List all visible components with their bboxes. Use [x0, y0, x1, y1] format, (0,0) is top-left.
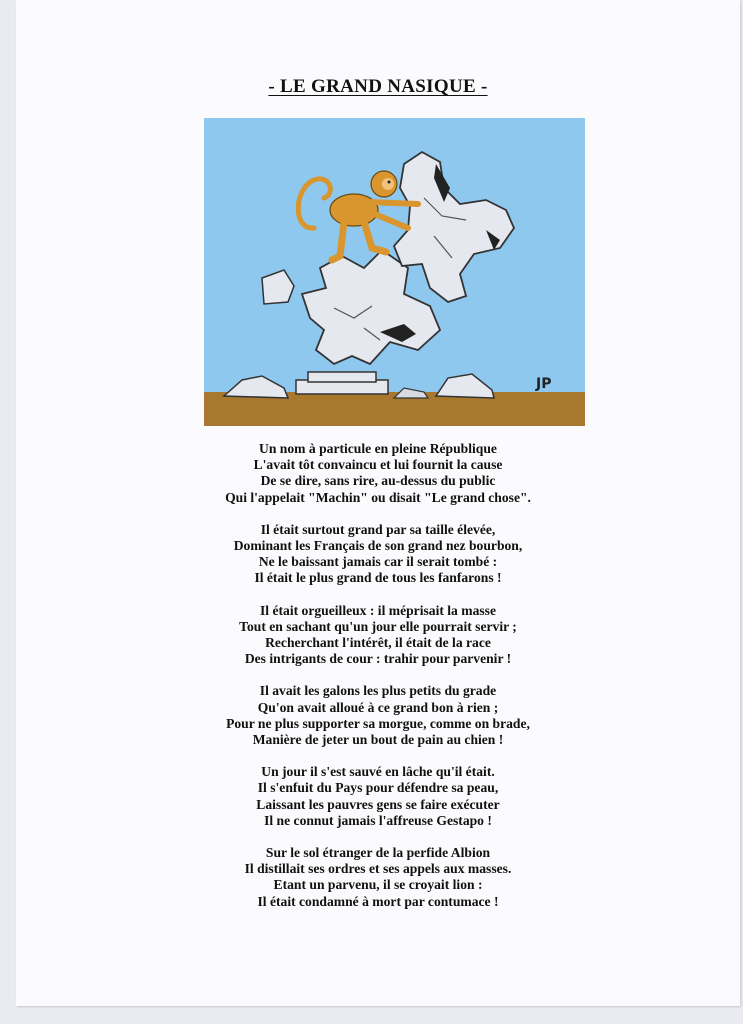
poem-line: Il ne connut jamais l'affreuse Gestapo ! [264, 812, 492, 828]
poem-line: De se dire, sans rire, au-dessus du public [260, 473, 496, 489]
poem-line: Manière de jeter un bout de pain au chien ! [252, 732, 504, 748]
poem-line: Des intrigants de cour : trahir pour parvenir ! [244, 651, 512, 667]
poem-line: Il distillait ses ordres et ses appels aux masses. [244, 861, 512, 877]
poem-line: Il était surtout grand par sa taille élevée, [260, 521, 496, 537]
poem-line: Sur le sol étranger de la perfide Albion [265, 845, 491, 861]
poem-line: Etant un parvenu, il se croyait lion : [273, 877, 483, 893]
stanza [16, 683, 740, 748]
document-page [16, 0, 740, 1006]
poem-line: Un jour il s'est sauvé en lâche qu'il était. [261, 764, 495, 780]
poem-line: Il s'enfuit du Pays pour défendre sa peau, [257, 780, 499, 796]
poem-line: Ne le baissant jamais car il serait tombé : [258, 554, 498, 570]
poem-title-text: - LE GRAND NASIQUE - [268, 76, 488, 97]
stanza [16, 441, 740, 506]
poem-line: Il était le plus grand de tous les fanfarons ! [254, 570, 502, 586]
poem-body [16, 441, 740, 926]
poem-line: Qui l'appelait "Machin" ou disait "Le grand chose". [225, 489, 531, 505]
monkey-on-broken-cross-icon [204, 118, 585, 426]
poem-title [16, 76, 740, 98]
poem-line: Il était condamné à mort par contumace ! [257, 893, 499, 909]
stanza [16, 522, 740, 587]
stanza [16, 845, 740, 910]
poem-line: Il avait les galons les plus petits du grade [259, 683, 497, 699]
poem-line: Recherchant l'intérêt, il était de la race [265, 635, 491, 651]
poem-line: Il était orgueilleux : il méprisait la masse [260, 602, 496, 618]
poem-line: L'avait tôt convaincu et lui fournit la cause [253, 457, 503, 473]
poem-line: Pour ne plus supporter sa morgue, comme on brade, [226, 715, 530, 731]
poem-line: Dominant les Français de son grand nez bourbon, [233, 538, 523, 554]
illustration-signature: JP [536, 376, 552, 392]
poem-line: Un nom à particule en pleine République [259, 441, 497, 456]
poem-line: Tout en sachant qu'un jour elle pourrait servir ; [239, 618, 517, 634]
stanza [16, 603, 740, 668]
poem-line: Qu'on avait alloué à ce grand bon à rien ; [257, 699, 499, 715]
illustration [204, 118, 585, 426]
stanza [16, 764, 740, 829]
poem-line: Laissant les pauvres gens se faire exécuter [256, 796, 500, 812]
